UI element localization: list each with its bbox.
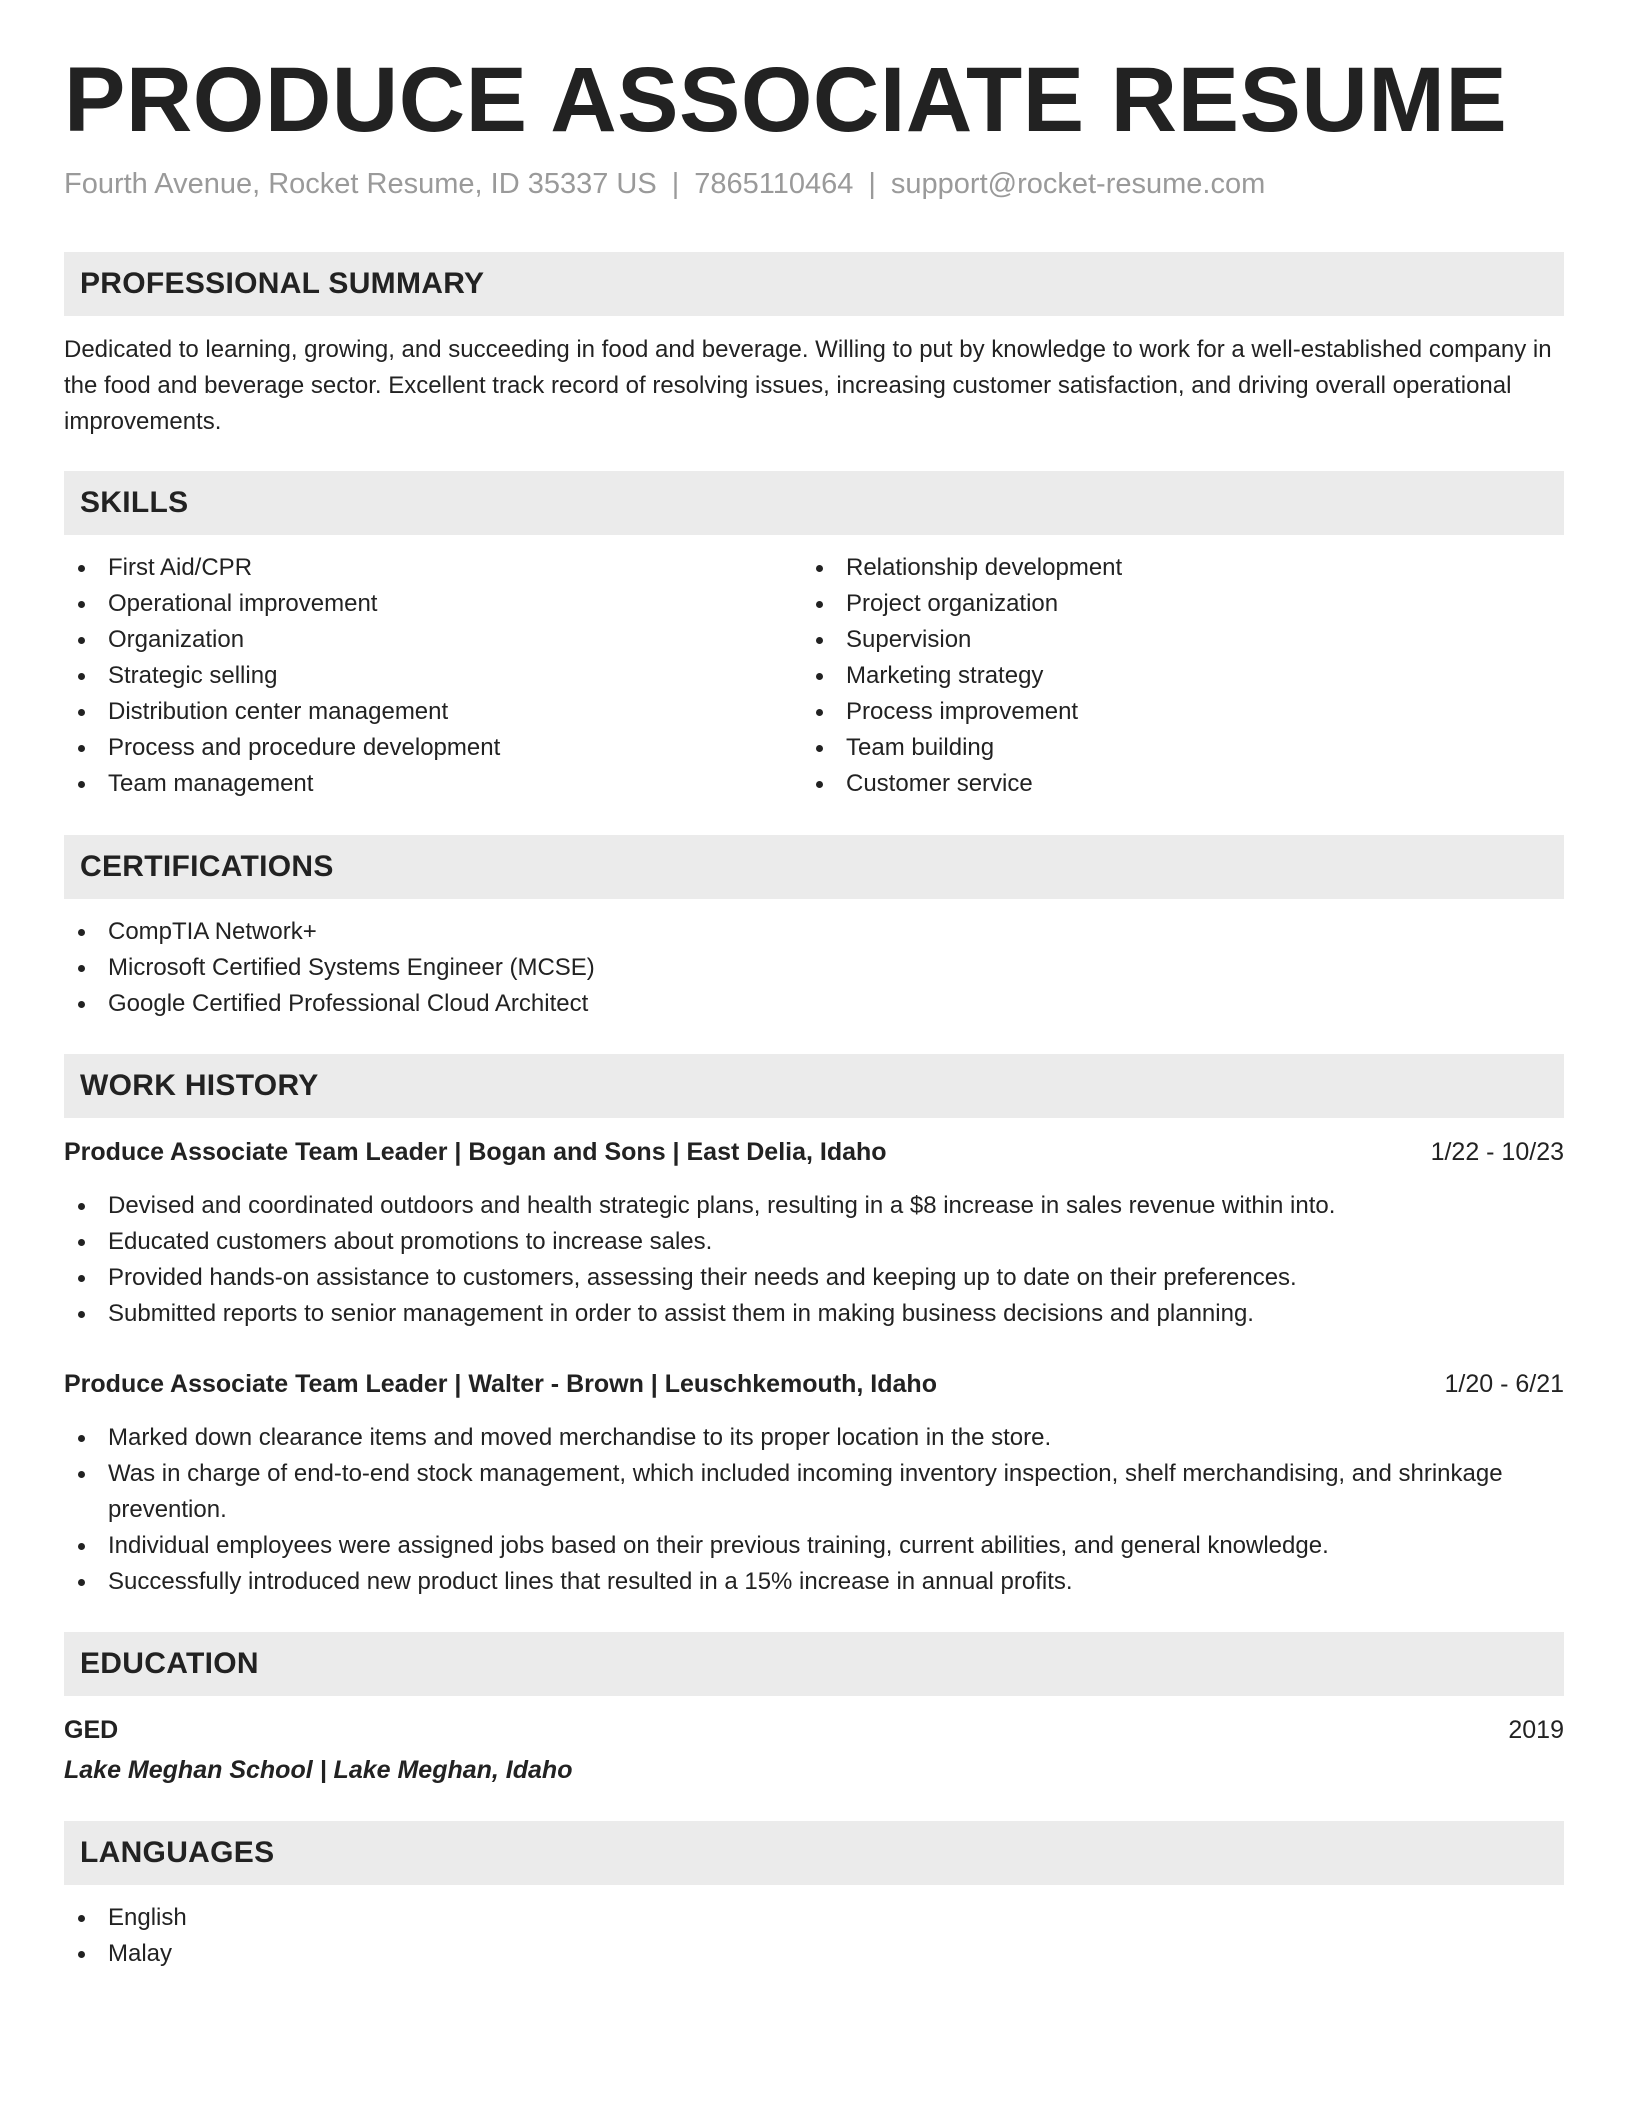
job-bullet: Submitted reports to senior management in order to assist them in making business decisions and planning.: [64, 1296, 1564, 1332]
skills-list-left: [64, 550, 784, 802]
job-bullet: Was in charge of end-to-end stock management, which included incoming inventory inspection, shelf merchandising, and shrinkage prevention.: [64, 1456, 1564, 1528]
skills-heading: SKILLS: [80, 486, 189, 519]
job-bullet: Educated customers about promotions to increase sales.: [64, 1224, 1564, 1260]
skill-item: Project organization: [802, 586, 1522, 622]
education-degree: GED: [64, 1716, 119, 1744]
contact-phone: 7865110464: [694, 168, 854, 200]
language-item: Malay: [64, 1936, 1564, 1972]
job-bullet: Individual employees were assigned jobs based on their previous training, current abilities, and general knowledge.: [64, 1528, 1564, 1564]
job-header: [64, 1134, 1564, 1170]
job-bullet: Provided hands-on assistance to customers, assessing their needs and keeping up to date on their preferences.: [64, 1260, 1564, 1296]
skills-section-header: [64, 471, 1564, 535]
contact-line: [64, 168, 1265, 201]
education-school: Lake Meghan School | Lake Meghan, Idaho: [64, 1756, 573, 1784]
skills-list-right: [802, 550, 1522, 802]
job-bullets: [64, 1420, 1564, 1600]
contact-separator: |: [868, 168, 876, 200]
skill-item: Distribution center management: [64, 694, 784, 730]
job-bullets: [64, 1188, 1564, 1332]
certifications-section-header: [64, 835, 1564, 899]
education-header: [64, 1712, 1564, 1748]
certifications-heading: CERTIFICATIONS: [80, 850, 334, 883]
job-header: [64, 1366, 1564, 1402]
job-bullet: Marked down clearance items and moved merchandise to its proper location in the store.: [64, 1420, 1564, 1456]
job-bullet: Successfully introduced new product lines that resulted in a 15% increase in annual profits.: [64, 1564, 1564, 1600]
job-dates: 1/20 - 6/21: [1444, 1370, 1564, 1398]
certification-item: Microsoft Certified Systems Engineer (MCSE): [64, 950, 1564, 986]
skill-item: First Aid/CPR: [64, 550, 784, 586]
education-year: 2019: [1508, 1716, 1564, 1744]
languages-list: [64, 1900, 1564, 1972]
languages-heading: LANGUAGES: [80, 1836, 275, 1869]
skill-item: Relationship development: [802, 550, 1522, 586]
resume-title: PRODUCE ASSOCIATE RESUME: [64, 49, 1508, 151]
job-bullet: Devised and coordinated outdoors and health strategic plans, resulting in a $8 increase in sales revenue within into.: [64, 1188, 1564, 1224]
skill-item: Process and procedure development: [64, 730, 784, 766]
contact-address: Fourth Avenue, Rocket Resume, ID 35337 US: [64, 168, 657, 200]
skill-item: Marketing strategy: [802, 658, 1522, 694]
contact-separator: |: [671, 168, 680, 200]
skill-item: Strategic selling: [64, 658, 784, 694]
skill-item: Operational improvement: [64, 586, 784, 622]
skill-item: Team management: [64, 766, 784, 802]
job-title: Produce Associate Team Leader | Walter - Brown | Leuschkemouth, Idaho: [64, 1370, 937, 1398]
education-section-header: [64, 1632, 1564, 1696]
skill-item: Organization: [64, 622, 784, 658]
skill-item: Supervision: [802, 622, 1522, 658]
job-title: Produce Associate Team Leader | Bogan and Sons | East Delia, Idaho: [64, 1138, 887, 1166]
contact-email: support@rocket-resume.com: [890, 168, 1266, 200]
education-heading: EDUCATION: [80, 1647, 259, 1680]
certification-item: Google Certified Professional Cloud Architect: [64, 986, 1564, 1022]
job-dates: 1/22 - 10/23: [1430, 1138, 1564, 1166]
summary-text: Dedicated to learning, growing, and succeeding in food and beverage. Willing to put by knowledge to work for a well-established company in the food and beverage sector. Excellent track record of resolving issues, increasing customer satisfaction, and driving overall operational improvements.: [64, 336, 1552, 435]
skill-item: Team building: [802, 730, 1522, 766]
languages-section-header: [64, 1821, 1564, 1885]
skill-item: Customer service: [802, 766, 1522, 802]
summary-section-header: [64, 252, 1564, 316]
certifications-list: [64, 914, 1564, 1022]
skill-item: Process improvement: [802, 694, 1522, 730]
work-section-header: [64, 1054, 1564, 1118]
language-item: English: [64, 1900, 1564, 1936]
certification-item: CompTIA Network+: [64, 914, 1564, 950]
work-heading: WORK HISTORY: [80, 1069, 319, 1102]
summary-heading: PROFESSIONAL SUMMARY: [80, 267, 485, 300]
